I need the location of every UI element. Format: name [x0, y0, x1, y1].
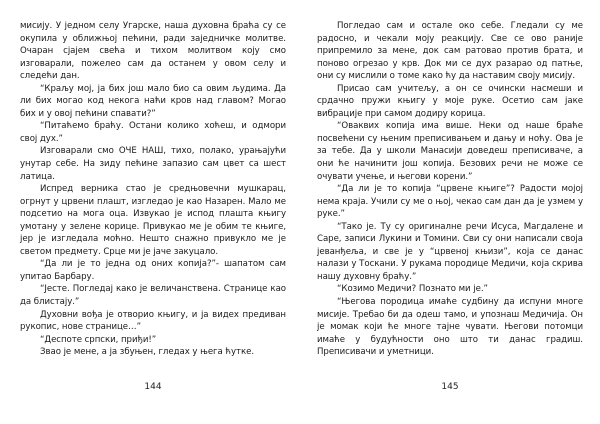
- right-page: [317, 20, 583, 359]
- paragraph: “Јесте. Погледај како је величанствена. Странице као да блистају.”: [20, 284, 286, 308]
- paragraph: Испред верника стао је средњовечни мушкарац, огрнут у црвени плашт, изгледао је као Назарен. Мало ме подсетио на мога оца. Извукао је испод плашта књигу умотану у зелене корице. Привукао ме је обим те књиге, јер је изгледала моћно. Нешто снажно привукло ме је светом предмету. Срце ми је јаче закуцало.: [20, 184, 286, 257]
- paragraph: “Да ли је то копија “црвене књиге”? Радости мојој нема краја. Учили су ме о њој, чекао сам дан да је узмем у руке.”: [317, 184, 583, 220]
- paragraph: Присао сам учитељу, а он се очински насмеши и срдачно пружи књигу у моје руке. Осетио сам јаке вибрације при самом додиру корица.: [317, 83, 583, 119]
- paragraph: “Деспоте српски, приђи!”: [40, 334, 157, 345]
- paragraph: Зваo је мене, а ја збуњен, гледах у њега ћутке.: [40, 347, 255, 358]
- paragraph: Погледао сам и остале око себе. Гледали су ме радосно, и чекали моју реакцију. Све се ово раније припремило за мене, док сам ратовао против брата, и поново огрезао у крв. Док ми се дух разарао од патње, они су мислили о томе како ћу да наставим своју мисију.: [317, 21, 583, 82]
- paragraph: Духовни вођа је отворио књигу, и ја видех предиван рукопис, нове странице…”: [20, 309, 286, 333]
- paragraph: “Козимо Медичи? Познато ми је.”: [337, 284, 488, 295]
- paragraph: “Питаћемо браћу. Остани колико хоћеш, и одмори свој дух.”: [20, 121, 286, 144]
- paragraph: “Оваквих копија има више. Неки од наше браће посвећени су њеним преписивањем и дању и ноћу. Ова је за тебе. Да у школи Манасији доведеш преписиваче, а они ће начинити још копија. Безових речи не може се очувати учење, и његови корени.”: [317, 121, 583, 182]
- paragraph: “Тако је. Ту су оригиналне речи Исуса, Магдалене и Саре, записи Лукини и Томини. Сви су они написали своја јеванђеља, и све је у “црвеној књизи”, која се данас налази у Тоскани. У рукама породице Медичи, која скрива нашу духовну браћу.”: [317, 221, 583, 282]
- paragraph: мисију. У једном селу Угарске, наша духовна браћа су се окупила у оближњој пећини, ради заједничке молитве. Очаран сјајем свећа и тихом молитвом коју смо изговарали, пожелео сам да останем у овом селу и следећи дан.: [20, 21, 286, 82]
- left-page: [20, 20, 286, 359]
- page-number-right: 145: [441, 382, 459, 392]
- paragraph: “Краљу мој, ја бих још мало био са овим људима. Да ли бих могао код некога наћи кров над главом? Могао бих и у овој пећини спавати?”: [20, 83, 286, 119]
- page-number-left: 144: [144, 382, 162, 392]
- paragraph: “Његова породица имаће судбину да испуни многе мисије. Требао би да одеш тамо, и упознаш Медичија. Он је момак који ће многе тајне чувати. Његови потомци имаће у будућности оно што ти данас градиш. Преписивачи и уметници.: [317, 297, 583, 358]
- paragraph: Изговарали смо ОЧЕ НАШ, тихо, полако, урањајући унутар себе. На зиду пећине запазио сам цвет са шест латица.: [20, 146, 286, 182]
- paragraph: “Да ли је то једна од оних копија?”- шапатом сам упитао Барбару.: [20, 259, 286, 282]
